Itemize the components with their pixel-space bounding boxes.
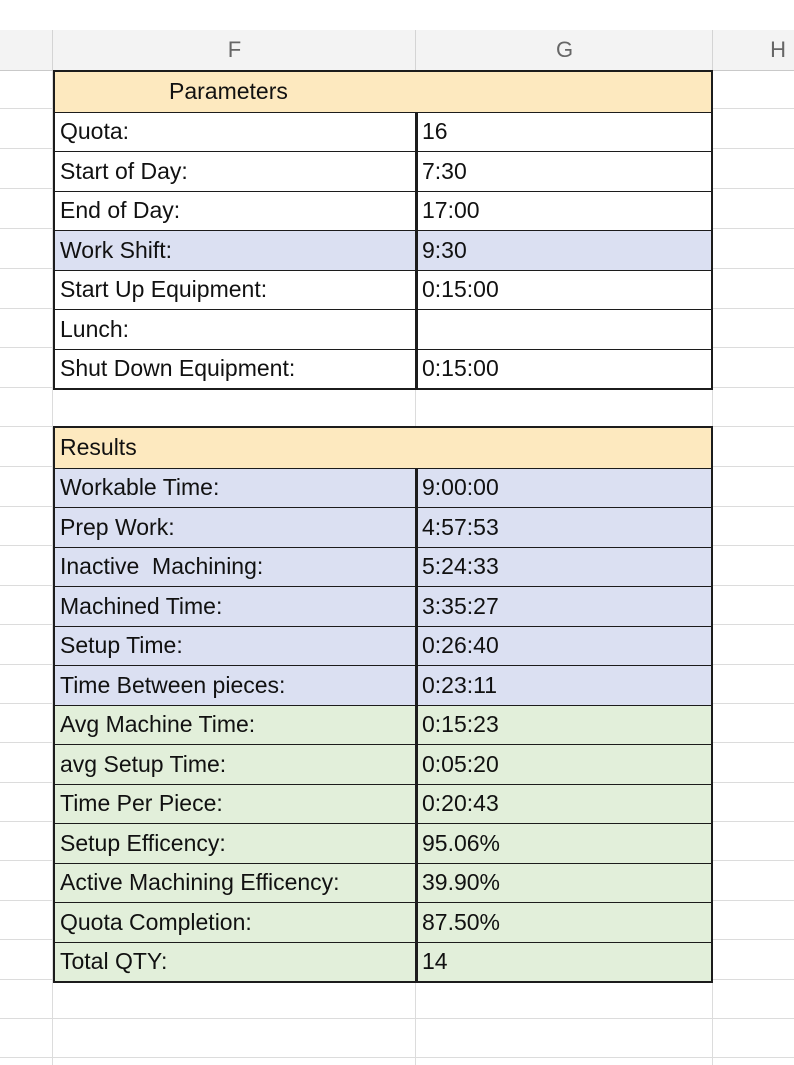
param-value-cell[interactable]: 9:30 — [417, 231, 711, 270]
param-label-cell[interactable]: Shut Down Equipment: — [55, 350, 417, 389]
result-value-cell[interactable]: 0:23:11 — [417, 666, 711, 705]
results-table — [53, 426, 713, 983]
result-value-cell[interactable]: 3:35:27 — [417, 587, 711, 626]
result-label-cell[interactable]: Time Per Piece: — [55, 785, 417, 824]
table-row — [55, 507, 711, 547]
table-row — [55, 309, 711, 349]
result-label-cell[interactable]: Setup Efficency: — [55, 824, 417, 863]
table-row — [55, 270, 711, 310]
param-label-cell[interactable]: Start Up Equipment: — [55, 271, 417, 310]
result-label-cell[interactable]: Machined Time: — [55, 587, 417, 626]
table-row — [55, 863, 711, 903]
table-row — [55, 151, 711, 191]
column-header-bar — [0, 0, 794, 71]
result-value-cell[interactable]: 0:05:20 — [417, 745, 711, 784]
table-row — [55, 191, 711, 231]
param-value-cell[interactable]: 7:30 — [417, 152, 711, 191]
param-value-cell[interactable]: 17:00 — [417, 192, 711, 231]
table-row — [55, 230, 711, 270]
result-value-cell[interactable]: 0:26:40 — [417, 627, 711, 666]
param-label-cell[interactable]: Work Shift: — [55, 231, 417, 270]
table-row — [55, 586, 711, 626]
table-row — [55, 744, 711, 784]
results-header-row — [55, 428, 711, 468]
result-label-cell[interactable]: Workable Time: — [55, 469, 417, 508]
result-value-cell[interactable]: 9:00:00 — [417, 469, 711, 508]
param-value-cell[interactable]: 0:15:00 — [417, 271, 711, 310]
column-header-g[interactable]: G — [415, 30, 713, 70]
result-label-cell[interactable]: Active Machining Efficency: — [55, 864, 417, 903]
parameters-header-row — [55, 72, 711, 112]
table-row — [55, 112, 711, 152]
table-row — [55, 547, 711, 587]
result-value-cell[interactable]: 5:24:33 — [417, 548, 711, 587]
param-value-cell[interactable]: 0:15:00 — [417, 350, 711, 389]
parameters-title[interactable]: Parameters — [169, 78, 288, 105]
param-value-cell[interactable]: 16 — [417, 113, 711, 152]
result-value-cell[interactable]: 87.50% — [417, 903, 711, 942]
result-label-cell[interactable]: Setup Time: — [55, 627, 417, 666]
column-header-f[interactable]: F — [52, 30, 416, 70]
column-header-h[interactable]: H — [712, 30, 794, 70]
result-label-cell[interactable]: Time Between pieces: — [55, 666, 417, 705]
results-title[interactable]: Results — [60, 434, 137, 461]
result-value-cell[interactable]: 4:57:53 — [417, 508, 711, 547]
parameters-table — [53, 70, 713, 390]
param-value-cell[interactable] — [417, 310, 711, 349]
result-label-cell[interactable]: Quota Completion: — [55, 903, 417, 942]
result-value-cell[interactable]: 39.90% — [417, 864, 711, 903]
param-label-cell[interactable]: Start of Day: — [55, 152, 417, 191]
table-row — [55, 468, 711, 508]
param-label-cell[interactable]: Quota: — [55, 113, 417, 152]
table-row — [55, 349, 711, 389]
table-row — [55, 705, 711, 745]
table-row — [55, 902, 711, 942]
table-row — [55, 665, 711, 705]
result-label-cell[interactable]: Avg Machine Time: — [55, 706, 417, 745]
table-row — [55, 626, 711, 666]
result-label-cell[interactable]: avg Setup Time: — [55, 745, 417, 784]
table-row — [55, 823, 711, 863]
param-label-cell[interactable]: End of Day: — [55, 192, 417, 231]
result-value-cell[interactable]: 0:15:23 — [417, 706, 711, 745]
table-row — [55, 942, 711, 982]
result-value-cell[interactable]: 95.06% — [417, 824, 711, 863]
result-label-cell[interactable]: Total QTY: — [55, 943, 417, 982]
result-value-cell[interactable]: 14 — [417, 943, 711, 982]
table-row — [55, 784, 711, 824]
result-label-cell[interactable]: Inactive Machining: — [55, 548, 417, 587]
param-label-cell[interactable]: Lunch: — [55, 310, 417, 349]
result-label-cell[interactable]: Prep Work: — [55, 508, 417, 547]
result-value-cell[interactable]: 0:20:43 — [417, 785, 711, 824]
